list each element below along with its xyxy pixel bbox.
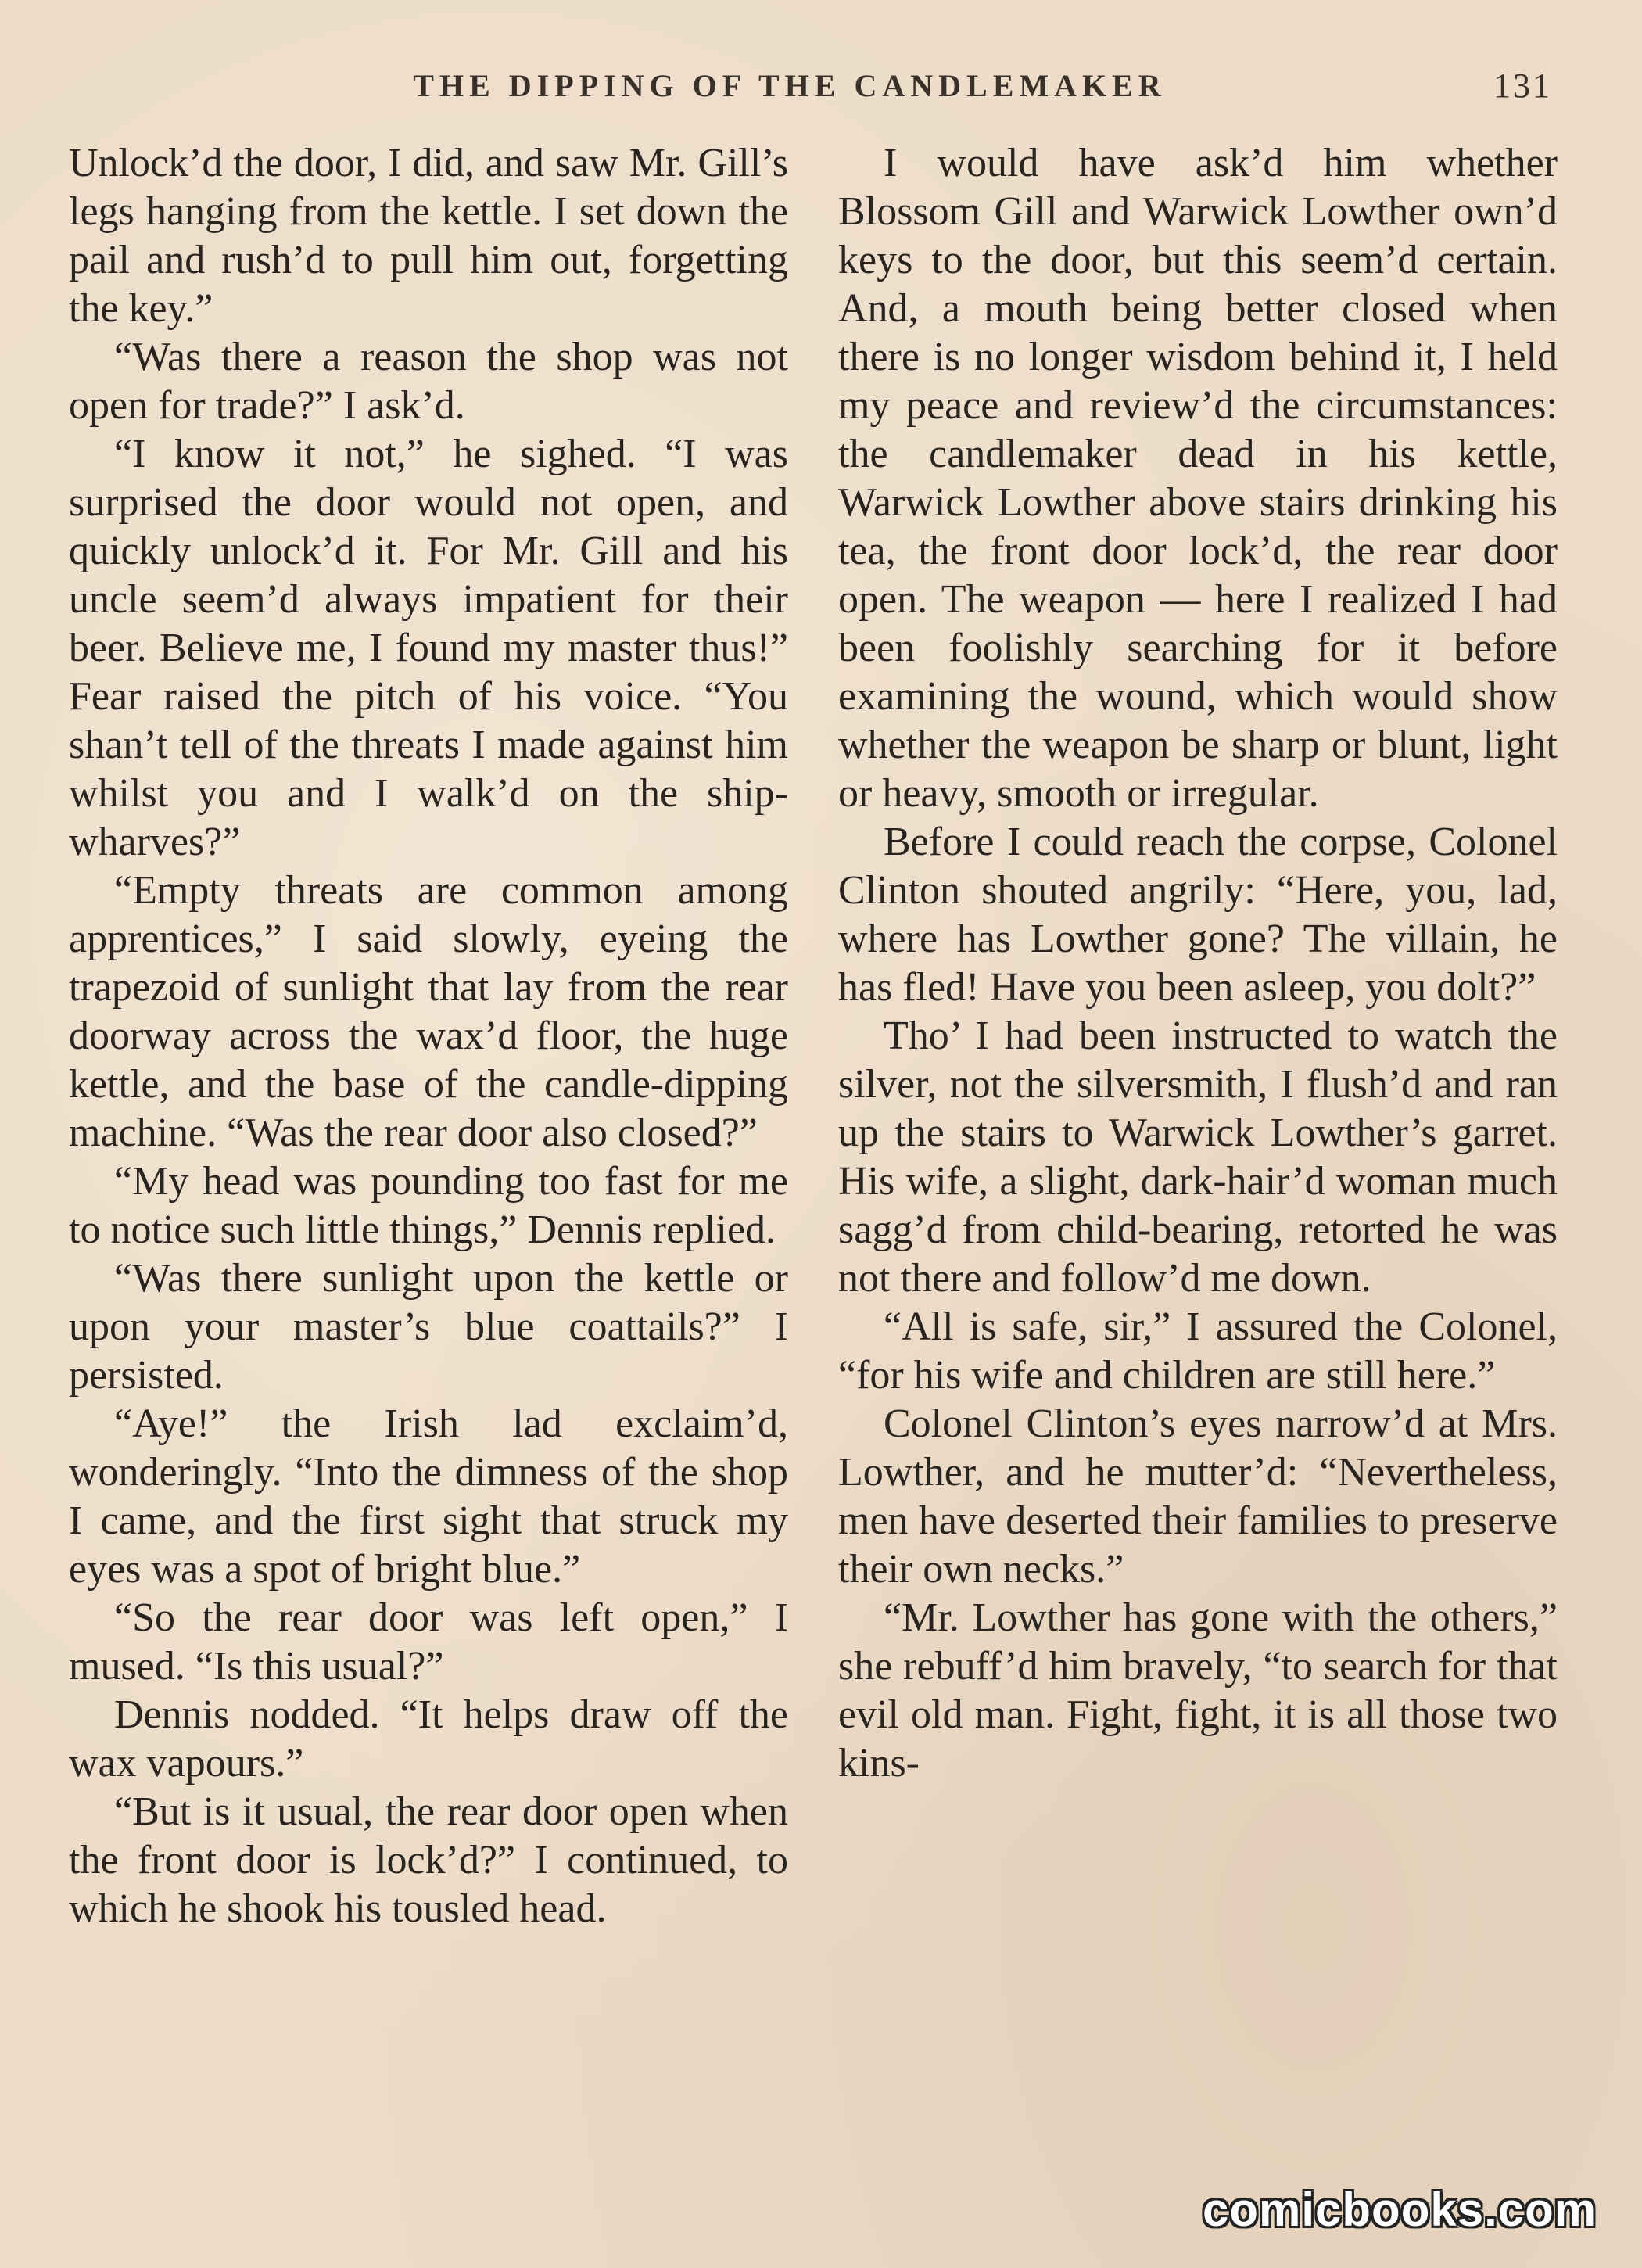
paragraph: Tho’ I had been instructed to watch the silver, not the silversmith, I flush’d and ran up the stairs to Warwick Lowther’s garret. His wife, a slight, dark-hair’d woman much sagg’d from child-bearing, retorted he was not there and follow’d me down. [838, 1014, 1558, 1301]
paragraph: “Aye!” the Irish lad exclaim’d, wonderingly. “Into the dimness of the shop I came, and the first sight that struck my eyes was a spot of bright blue.” [69, 1401, 788, 1592]
paragraph: “My head was pounding too fast for me to notice such little things,” Dennis replied. [69, 1159, 788, 1252]
watermark-logo: comicbooks.com [1203, 2184, 1597, 2236]
paragraph: Colonel Clinton’s eyes narrow’d at Mrs. Lowther, and he mutter’d: “Nevertheless, men have deserted their families to preserve their own necks.” [838, 1401, 1558, 1592]
paragraph: “All is safe, sir,” I assured the Colonel, “for his wife and children are still here.” [838, 1304, 1558, 1398]
paragraph: “Was there sunlight upon the kettle or upon your master’s blue coattails?” I persisted. [69, 1256, 788, 1398]
paragraph: Dennis nodded. “It helps draw off the wax vapours.” [69, 1692, 788, 1785]
paragraph: I would have ask’d him whether Blossom Gill and Warwick Lowther own’d keys to the door, but this seem’d certain. And, a mouth being better closed when there is no longer wisdom behind it, I held my peace and review’d the circumstances: the candlemaker dead in his kettle, Warwick Lowther above stairs drinking his tea, the front door lock’d, the rear door open. The weapon — here I realized I had been foolishly searching for it before examining the wound, which would show whether the weapon be sharp or blunt, light or heavy, smooth or irregular. [838, 141, 1558, 816]
paragraph: “Mr. Lowther has gone with the others,” she rebuff’d him bravely, “to search for that evil old man. Fight, fight, it is all those two kins- [838, 1595, 1558, 1785]
paragraph: “Was there a reason the shop was not open for trade?” I ask’d. [69, 335, 788, 428]
right-column [838, 139, 1558, 1788]
left-column [69, 139, 788, 1933]
paragraph: Unlock’d the door, I did, and saw Mr. Gill’s legs hanging from the kettle. I set down the pail and rush’d to pull him out, forgetting the key.” [69, 141, 788, 331]
paragraph: “Empty threats are common among apprentices,” I said slowly, eyeing the trapezoid of sunlight that lay from the rear doorway across the wax’d floor, the huge kettle, and the base of the candle-dipping machine. “Was the rear door also closed?” [69, 868, 788, 1155]
paragraph: Before I could reach the corpse, Colonel Clinton shouted angrily: “Here, you, lad, where has Lowther gone? The villain, he has fled! Have you been asleep, you dolt?” [838, 820, 1558, 1010]
running-title: THE DIPPING OF THE CANDLEMAKER [413, 68, 1167, 103]
paragraph: “I know it not,” he sighed. “I was surprised the door would not open, and quickly unlock’d it. For Mr. Gill and his uncle seem’d always impatient for their beer. Believe me, I found my master thus!” Fear raised the pitch of his voice. “You shan’t tell of the threats I made against him whilst you and I walk’d on the ship-wharves?” [69, 432, 788, 864]
page-number: 131 [1493, 66, 1552, 105]
paragraph: “So the rear door was left open,” I mused. “Is this usual?” [69, 1595, 788, 1688]
paragraph: “But is it usual, the rear door open when the front door is lock’d?” I continued, to which he shook his tousled head. [69, 1789, 788, 1931]
